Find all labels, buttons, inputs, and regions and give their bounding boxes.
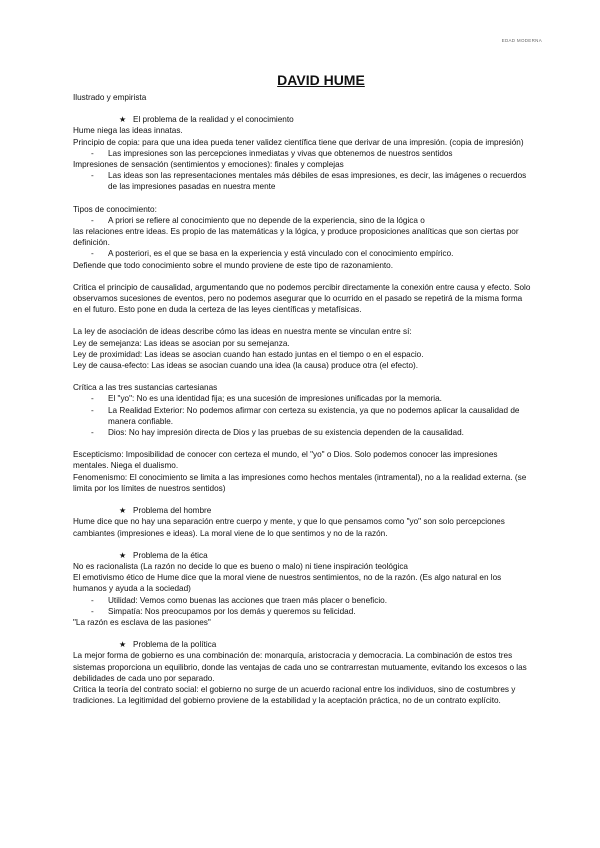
document-content [73,73,533,706]
dash-bullet-icon: - [91,595,94,605]
star-bullet-icon: ★ [119,506,127,516]
star-bullet-icon: ★ [119,115,127,125]
paragraph-escepticismo: Escepticismo: Imposibilidad de conocer con certeza el mundo, el "yo" o Dios. Solo podemos conocer las impresiones mentales. Niega el dualismo. [73,450,498,471]
list-item: - El "yo": No es una identidad fija; es una sucesión de impresiones unificadas por la memoria. [91,394,442,404]
paragraph: La mejor forma de gobierno es una combinación de: monarquía, aristocracia y democracia. La combinación de estos tres sistemas proporciona un equilibrio, donde las ventajas de cada uno se contrarrestan mutuamente, evitando los excesos o las debilidades de cada uno por separado. [73,651,527,683]
paragraph-causalidad: Critica el principio de causalidad, argumentando que no podemos percibir directamente la conexión entre causa y efecto. Solo observamos sucesiones de eventos, pero no podemos asegurar que lo ocurrido en el pasado se repetirá de la misma forma en el futuro. Esto pone en duda la certeza de las leyes científicas y metafísicas. [73,282,531,315]
list-item: - A priori se refiere al conocimiento que no depende de la experiencia, sino de la lógica o [91,215,425,225]
subtitle: Ilustrado y empirista [73,93,147,102]
dash-bullet-icon: - [91,249,94,259]
list-item: - Dios: No hay impresión directa de Dios y las pruebas de su existencia dependen de la causalidad. [91,428,464,438]
paragraph: Defiende que todo conocimiento sobre el mundo proviene de este tipo de razonamiento. [73,260,393,270]
paragraph: La ley de asociación de ideas describe cómo las ideas en nuestra mente se vinculan entre sí: [73,327,412,337]
paragraph-heading: Crítica a las tres sustancias cartesianas [73,383,218,393]
quote: "La razón es esclava de las pasiones" [73,617,211,627]
paragraph: Ley de proximidad: Las ideas se asocian cuando han estado juntas en el tiempo o en el espacio. [73,349,424,359]
list-item: - La Realidad Exterior: No podemos afirmar con certeza su existencia, ya que no podemos aplicar la causalidad de manera confiable. [91,405,520,426]
list-item: - A posteriori, es el que se basa en la experiencia y está vinculado con el conocimiento empírico. [91,249,454,259]
section-heading-etica: ★ Problema de la ética [119,550,208,560]
dash-bullet-icon: - [91,215,94,225]
star-bullet-icon: ★ [119,550,127,560]
dash-bullet-icon: - [91,148,94,158]
paragraph: Hume dice que no hay una separación entre cuerpo y mente, y que lo que pensamos como "yo" son solo percepciones cambiantes (impresiones e ideas). La moral viene de lo que sentimos y no de la razón. [73,517,505,538]
paragraph: Hume niega las ideas innatas. [73,126,183,136]
paragraph: Impresiones de sensación (sentimientos y emociones): finales y complejas [73,160,344,170]
star-bullet-icon: ★ [119,640,127,650]
list-item: - Las ideas son las representaciones mentales más débiles de esas impresiones, es decir, las imágenes o recuerdos de las impresiones pasadas en nuestra mente [91,171,527,192]
paragraph: No es racionalista (La razón no decide lo que es bueno o malo) ni tiene inspiración teológica [73,561,408,571]
paragraph: Ley de causa-efecto: Las ideas se asocian cuando una idea (la causa) produce otra (el efecto). [73,361,418,371]
dash-bullet-icon: - [91,606,94,616]
header-tag: EDAD MODERNA [501,38,542,43]
paragraph: Ley de semejanza: Las ideas se asocian por su semejanza. [73,338,290,348]
section-heading-realidad: ★ El problema de la realidad y el conocimiento [119,115,294,125]
paragraph-fenomenismo: Fenomenismo: El conocimiento se limita a las impresiones como hechos mentales (intramental), no a la realidad externa. (se limita por los límites de nuestros sentidos) [73,472,527,493]
paragraph-heading: Tipos de conocimiento: [73,204,157,214]
section-heading-hombre: ★ Problema del hombre [119,506,212,516]
paragraph: Critica la teoría del contrato social: el gobierno no surge de un acuerdo racional entre los individuos, sino de costumbres y tradiciones. La legitimidad del gobierno proviene de la estabilidad y la aceptación práctica, no de un contrato explícito. [73,684,516,706]
section-heading-politica: ★ Problema de la política [119,640,217,650]
dash-bullet-icon: - [91,428,94,438]
dash-bullet-icon: - [91,394,94,404]
list-item: - Simpatía: Nos preocupamos por los demás y queremos su felicidad. [91,606,356,616]
list-item: - Utilidad: Vemos como buenas las acciones que traen más placer o beneficio. [91,595,387,605]
list-item: - Las impresiones son las percepciones inmediatas y vivas que obtenemos de nuestros sentidos [91,148,453,158]
paragraph: El emotivismo ético de Hume dice que la moral viene de nuestros sentimientos, no de la razón. (Es algo natural en los humanos y ayuda a la sociedad) [73,573,502,594]
dash-bullet-icon: - [91,405,94,415]
dash-bullet-icon: - [91,171,94,181]
page-title: DAVID HUME [277,72,365,88]
paragraph: Principio de copia: para que una idea pueda tener validez científica tiene que derivar de una impresión. (copia de impresión) [73,137,524,147]
paragraph: las relaciones entre ideas. Es propio de las matemáticas y la lógica, y produce proposiciones analíticas que son ciertas por definición. [73,227,519,248]
